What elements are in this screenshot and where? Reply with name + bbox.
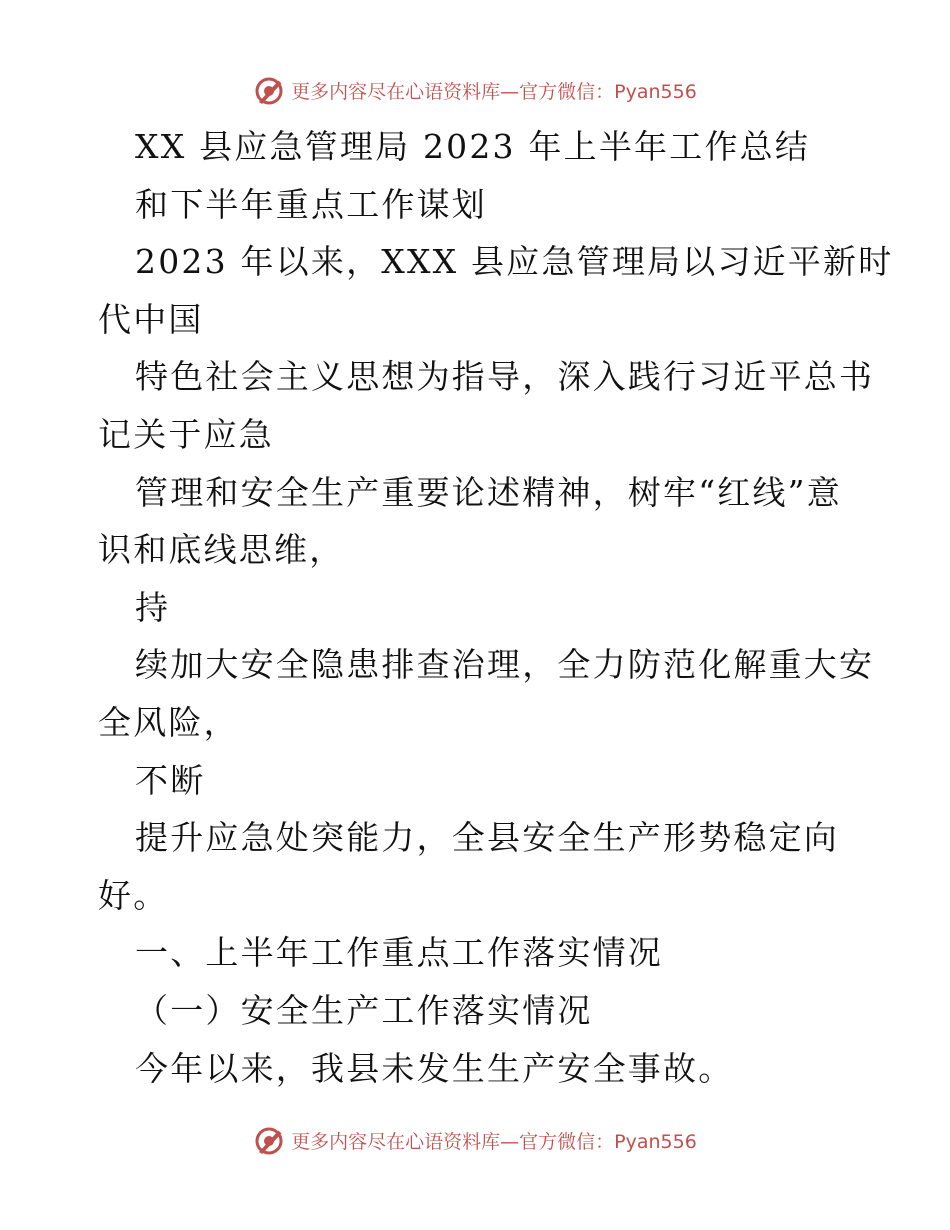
footer-watermark bbox=[0, 1120, 950, 1160]
watermark-text: 更多内容尽在心语资料库—官方微信：Pyan556 bbox=[291, 1130, 697, 1153]
document-line: 代中国 bbox=[98, 299, 204, 339]
document-line: 记关于应急 bbox=[98, 414, 274, 454]
document-line: XX 县应急管理局 2023 年上半年工作总结 bbox=[135, 127, 811, 166]
document-line: 识和底线思维， bbox=[98, 530, 345, 570]
document-line: 不断 bbox=[135, 760, 206, 800]
document-line: 持 bbox=[135, 587, 171, 627]
header-watermark bbox=[0, 70, 950, 110]
document-line: 特色社会主义思想为指导，深入践行习近平总书 bbox=[135, 357, 875, 397]
watermark-text: 更多内容尽在心语资料库—官方微信：Pyan556 bbox=[291, 80, 697, 103]
document-line: 提升应急处突能力，全县安全生产形势稳定向 bbox=[135, 818, 839, 858]
document-line: 续加大安全隐患排查治理，全力防范化解重大安 bbox=[135, 645, 875, 685]
document-line: 今年以来，我县未发生生产安全事故。 bbox=[135, 1048, 734, 1088]
pen-logo-icon bbox=[253, 74, 285, 106]
document-line: 全风险， bbox=[98, 702, 239, 742]
pen-logo-icon bbox=[253, 1124, 285, 1156]
document-body bbox=[98, 118, 894, 1097]
watermark-handle: Pyan556 bbox=[614, 80, 697, 103]
document-line: 一、上半年工作重点工作落实情况 bbox=[135, 933, 663, 973]
document-line: （一）安全生产工作落实情况 bbox=[135, 990, 593, 1030]
document-line: 好。 bbox=[98, 875, 169, 915]
document-line: 和下半年重点工作谋划 bbox=[135, 184, 487, 224]
watermark-handle: Pyan556 bbox=[614, 1130, 697, 1153]
document-line: 2023 年以来，XXX 县应急管理局以习近平新时 bbox=[135, 242, 894, 282]
document-line: 管理和安全生产重要论述精神，树牢“红线”意 bbox=[135, 472, 842, 512]
